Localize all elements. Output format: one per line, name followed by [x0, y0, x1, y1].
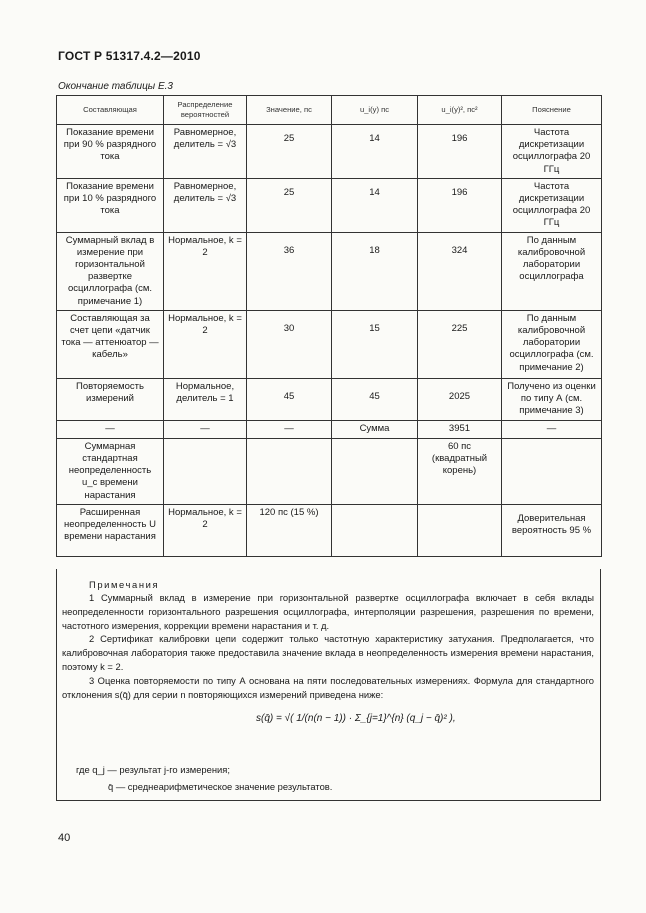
table-cell: 60 пс (квадратный корень): [418, 438, 502, 504]
table-cell: [247, 438, 332, 504]
table-cell: Равномерное, делитель = √3: [164, 178, 247, 232]
table-cell: 30: [247, 310, 332, 378]
table-cell: —: [247, 420, 332, 438]
table-cell: [164, 438, 247, 504]
notes-title: Примечания: [89, 579, 160, 590]
col-header: Значение, пс: [247, 96, 332, 125]
std-dev-formula: s(q̄) = √( 1/(n(n − 1)) · Σ_{j=1}^{n} (q_j − q̄)² ),: [256, 713, 456, 724]
table-cell: Нормальное, делитель = 1: [164, 378, 247, 420]
note-2: 2 Сертификат калибровки цепи содержит только частотную характеристику затухания. Предполагается, что калибровочная лаборатория также предоставила значение вклада в неопределенность измерения времени нарастания, поэтому k = 2.: [62, 633, 594, 672]
table-cell: Частота дискретизации осциллографа 20 ГГц: [502, 178, 602, 232]
table-cell: 45: [247, 378, 332, 420]
uncertainty-table: [56, 95, 602, 557]
table-cell: 45: [332, 378, 418, 420]
table-header-row: [57, 96, 602, 125]
table-row: [57, 378, 602, 420]
table-cell: По данным калибровочной лаборатории осциллографа: [502, 232, 602, 310]
table-row: [57, 504, 602, 556]
table-cell: Суммарный вклад в измерение при горизонтальной развертке осциллографа (см. примечание 1): [57, 232, 164, 310]
table-row: [57, 438, 602, 504]
col-header: Распределение вероятностей: [164, 96, 247, 125]
table-cell: Доверительная вероятность 95 %: [502, 504, 602, 556]
document-header: ГОСТ Р 51317.4.2—2010: [58, 49, 201, 63]
table-cell: [418, 504, 502, 556]
table-caption: Окончание таблицы Е.3: [58, 81, 173, 92]
table-cell: Нормальное, k = 2: [164, 310, 247, 378]
table-cell: Нормальное, k = 2: [164, 232, 247, 310]
note-1: 1 Суммарный вклад в измерение при горизонтальной развертке осциллографа включает в себя вклады неопределенности горизонтального разрешения осциллографа, интерполяции разрешения, разрешения по времени, частотного измерения, коррекции времени нарастания и т. д.: [62, 592, 594, 631]
table-cell: 25: [247, 178, 332, 232]
table-cell: Составляющая за счет цепи «датчик тока — аттенюатор — кабель»: [57, 310, 164, 378]
where-qj: где q_j — результат j-го измерения;: [76, 764, 230, 775]
table-row: [57, 125, 602, 179]
table-cell: 225: [418, 310, 502, 378]
table-cell: 196: [418, 125, 502, 179]
table-cell: Нормальное, k = 2: [164, 504, 247, 556]
table-cell: Расширенная неопределенность U времени нарастания: [57, 504, 164, 556]
table-cell: [332, 438, 418, 504]
col-header: Составляющая: [57, 96, 164, 125]
table-cell: 196: [418, 178, 502, 232]
table-cell: 15: [332, 310, 418, 378]
table-cell: Показание времени при 90 % разрядного тока: [57, 125, 164, 179]
table-cell: 25: [247, 125, 332, 179]
where-qbar: q̄ — среднеарифметическое значение результатов.: [108, 781, 333, 792]
table-cell: 324: [418, 232, 502, 310]
table-cell: Суммарная стандартная неопределенность u_c времени нарастания: [57, 438, 164, 504]
table-row: [57, 178, 602, 232]
table-cell: 18: [332, 232, 418, 310]
table-cell: 14: [332, 178, 418, 232]
table-cell: —: [502, 420, 602, 438]
table-cell: 14: [332, 125, 418, 179]
col-header: Пояснение: [502, 96, 602, 125]
table-row: [57, 232, 602, 310]
table-cell: [502, 438, 602, 504]
table-cell: Сумма: [332, 420, 418, 438]
note-3: 3 Оценка повторяемости по типу А основана на пяти последовательных измерениях. Формула для стандартного отклонения s(q̄) для серии n повторяющихся измерений приведена ниже:: [62, 675, 594, 700]
table-cell: —: [164, 420, 247, 438]
table-cell: 3951: [418, 420, 502, 438]
table-cell: —: [57, 420, 164, 438]
col-header: u_i(y)², пс²: [418, 96, 502, 125]
table-cell: Получено из оценки по типу А (см. примечание 3): [502, 378, 602, 420]
table-cell: Повторяемость измерений: [57, 378, 164, 420]
table-cell: 36: [247, 232, 332, 310]
table-cell: 120 пс (15 %): [247, 504, 332, 556]
table-cell: Показание времени при 10 % разрядного тока: [57, 178, 164, 232]
table-cell: [332, 504, 418, 556]
table-cell: 2025: [418, 378, 502, 420]
table-cell: Равномерное, делитель = √3: [164, 125, 247, 179]
table-row: [57, 420, 602, 438]
table-row: [57, 310, 602, 378]
col-header: u_i(y) пс: [332, 96, 418, 125]
table-cell: Частота дискретизации осциллографа 20 ГГц: [502, 125, 602, 179]
table-cell: По данным калибровочной лаборатории осциллографа (см. примечание 2): [502, 310, 602, 378]
page-number: 40: [58, 832, 71, 844]
